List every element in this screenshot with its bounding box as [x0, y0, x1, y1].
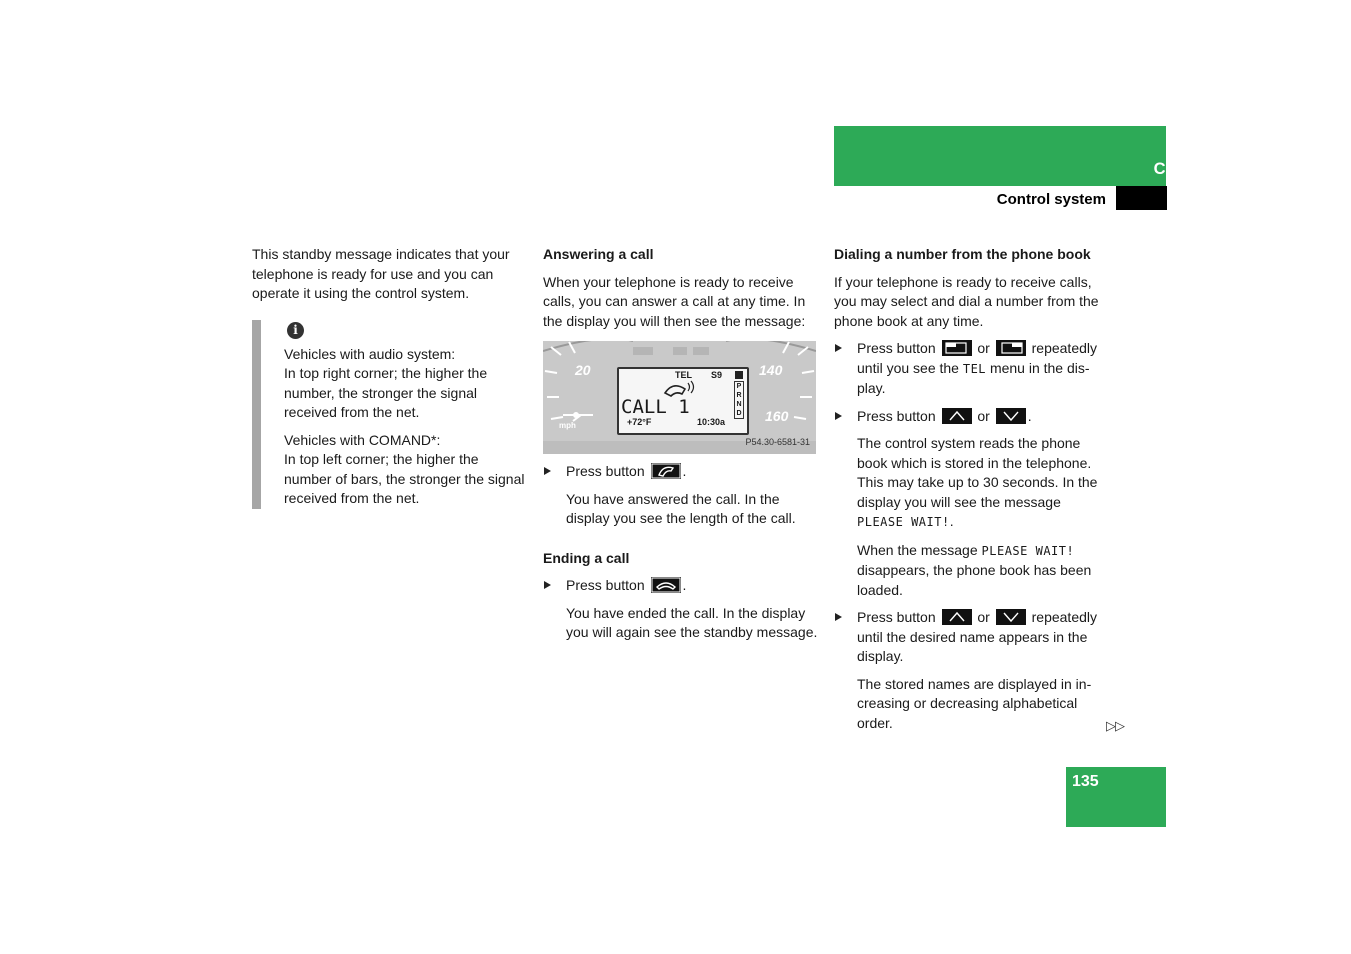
end-heading: Ending a call: [543, 549, 630, 566]
column-left: [252, 245, 527, 517]
up-button[interactable]: [942, 408, 972, 424]
step2-result-end: .: [949, 513, 954, 529]
next-menu-button[interactable]: [996, 340, 1026, 356]
end-result: You have ended the call. In the display you will again see the standby message.: [566, 604, 818, 640]
info-audio: [284, 345, 527, 423]
step1-text-a: repeatedly until you see the: [857, 340, 1098, 376]
call-text: CALL 1: [621, 396, 690, 418]
step3-or: or: [977, 609, 990, 625]
step2-result-text: The control system reads the phone book which is stored in the telephone. This may take up to 30 seconds. In the display you will see the message: [857, 435, 1098, 510]
header-band: [834, 126, 1166, 186]
phonebook-step-2: [834, 407, 1109, 427]
prev-menu-button[interactable]: [942, 340, 972, 356]
step3-label: Press button: [857, 609, 936, 625]
tel-indicator: TEL: [675, 370, 692, 380]
arrow-up-icon: [942, 408, 972, 424]
phonebook-intro: If your telephone is ready to receive calls, you may select and dial a number from the phone book at any time.: [834, 273, 1099, 329]
info-comand: [284, 431, 527, 509]
phone-hangup-icon: [651, 577, 681, 593]
info-note: [252, 320, 527, 509]
down-button-2[interactable]: [996, 609, 1026, 625]
header-marker: [1116, 186, 1167, 210]
end-step: [543, 576, 818, 596]
display-screen: [617, 367, 749, 435]
phone-pickup-icon: [651, 463, 681, 479]
continue-arrows-icon: ▷▷: [1106, 718, 1124, 733]
up-button-2[interactable]: [942, 609, 972, 625]
step2-or: or: [977, 407, 990, 424]
step2-end: .: [1027, 407, 1032, 424]
end-call-button[interactable]: [651, 577, 681, 593]
speed-20-label: 20: [575, 362, 591, 378]
answer-intro: When your telephone is ready to receive calls, you can answer a call at any time. In the display you will then see the message:: [543, 273, 806, 329]
answer-call-button[interactable]: [651, 463, 681, 479]
answer-step: [543, 462, 818, 482]
section-subtitle: Control system: [996, 191, 1106, 208]
info-comand-body: In top left corner; the higher the number of bars, the stronger the signal received from the net.: [284, 451, 525, 506]
step2-result2-text-a: When the message: [857, 541, 978, 558]
please-wait-message: PLEASE WAIT!: [857, 515, 950, 529]
column-right: [834, 245, 1109, 741]
info-comand-title: Vehicles with COMAND*:: [284, 431, 441, 448]
speed-160-label: 160: [765, 408, 789, 424]
answer-step-label: Press button: [566, 463, 645, 479]
step3-result: The stored names are displayed in in-creasing or decreasing alphabetical order.: [857, 675, 1092, 731]
menu-back-icon: [942, 340, 972, 356]
speed-140-label: 140: [759, 362, 783, 378]
end-step-end: .: [682, 577, 687, 593]
column-middle: [543, 245, 818, 651]
figure-caption: P54.30-6581-31: [745, 436, 810, 447]
section-title: Controls in detail: [1153, 160, 1292, 178]
standby-intro: This standby message indicates that your telephone is ready for use and you can operate it using the control system.: [252, 246, 510, 301]
info-audio-body: In top right corner; the higher the number, the stronger the signal received from the net.: [284, 365, 488, 420]
arrow-down-icon: [996, 609, 1026, 625]
menu-forward-icon: [996, 340, 1026, 356]
phonebook-step-1: [834, 339, 1109, 399]
step1-text-b: menu in the dis-play.: [857, 359, 1090, 396]
please-wait-message-2: PLEASE WAIT!: [981, 543, 1075, 558]
step2-result-2: [834, 541, 1109, 601]
gear-selected-block: [735, 371, 743, 379]
phonebook-step-3: [834, 608, 1109, 667]
answer-step-end: .: [682, 463, 687, 479]
instrument-cluster-figure: [543, 341, 816, 454]
tel-menu-label: TEL: [962, 361, 987, 376]
step3-text: repeatedly until the desired name appears in the display.: [857, 609, 1098, 664]
step1-or: or: [977, 340, 990, 356]
speed-unit-label: mph: [559, 421, 576, 430]
step2-result: [834, 434, 1109, 533]
info-audio-title: Vehicles with audio system:: [284, 345, 456, 362]
end-step-label: Press button: [566, 577, 645, 593]
answer-heading: Answering a call: [543, 246, 654, 262]
info-icon: i: [287, 322, 304, 339]
arrow-down-icon: [996, 408, 1026, 424]
outside-temperature: +72°F: [627, 417, 652, 427]
page-number: 135: [1072, 773, 1099, 790]
signal-strength: S9: [711, 370, 723, 380]
arrow-up-icon: [942, 609, 972, 625]
phonebook-heading: Dialing a number from the phone book: [834, 246, 1091, 262]
step1-label: Press button: [857, 340, 936, 356]
gear-indicator: PRND: [734, 381, 744, 419]
answer-result: You have answered the call. In the display you see the length of the call.: [566, 490, 796, 526]
clock-time: 10:30a: [697, 417, 726, 427]
step2-result2-text-b: disappears, the phone book has been loaded.: [857, 562, 1092, 598]
step2-label: Press button: [857, 407, 936, 424]
down-button[interactable]: [996, 408, 1026, 424]
